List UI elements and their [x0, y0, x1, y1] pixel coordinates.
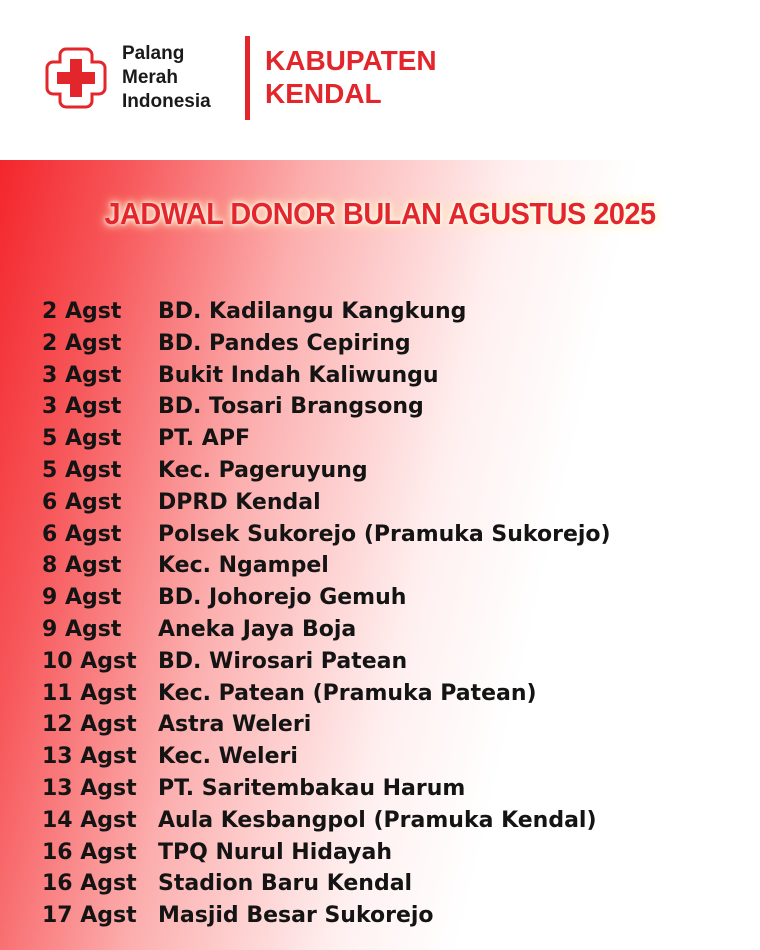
schedule-date: 3 Agst	[42, 362, 122, 388]
schedule-date: 16 Agst	[42, 839, 137, 865]
schedule-date: 3 Agst	[42, 394, 122, 420]
schedule-date: 16 Agst	[42, 871, 137, 897]
schedule-date: 8 Agst	[42, 553, 122, 579]
schedule-location: TPQ Nurul Hidayah	[158, 839, 392, 865]
schedule-date: 6 Agst	[42, 521, 122, 547]
schedule-date: 17 Agst	[42, 903, 137, 929]
schedule-date: 14 Agst	[42, 807, 137, 833]
schedule-row	[42, 423, 742, 455]
schedule-date: 5 Agst	[42, 426, 122, 452]
schedule-date: 10 Agst	[42, 648, 137, 674]
schedule-row	[42, 328, 742, 360]
schedule-row	[42, 455, 742, 487]
schedule-row	[42, 550, 742, 582]
org-name-line: Palang	[122, 43, 185, 64]
schedule-date: 2 Agst	[42, 330, 122, 356]
schedule-location: Kec. Weleri	[158, 744, 298, 770]
region-name	[265, 44, 437, 110]
schedule-row	[42, 805, 742, 837]
schedule-location: Astra Weleri	[158, 712, 312, 738]
schedule-date: 13 Agst	[42, 775, 137, 801]
org-name-line: Indonesia	[122, 91, 211, 112]
org-name-line: Merah	[122, 67, 178, 88]
schedule-row	[42, 773, 742, 805]
schedule-row	[42, 519, 742, 551]
schedule-date: 9 Agst	[42, 616, 122, 642]
schedule-location: Kec. Patean (Pramuka Patean)	[158, 680, 537, 706]
schedule-location: Aula Kesbangpol (Pramuka Kendal)	[158, 807, 597, 833]
schedule-location: BD. Wirosari Patean	[158, 648, 408, 674]
schedule-location: Kec. Ngampel	[158, 553, 329, 579]
schedule-row	[42, 614, 742, 646]
schedule-row	[42, 391, 742, 423]
schedule-location: BD. Kadilangu Kangkung	[158, 299, 467, 324]
schedule-date: 6 Agst	[42, 489, 122, 515]
schedule-location: Masjid Besar Sukorejo	[158, 903, 434, 929]
schedule-location: Aneka Jaya Boja	[158, 616, 357, 642]
region-line: KENDAL	[265, 78, 382, 109]
schedule-row	[42, 487, 742, 519]
schedule-location: Kec. Pageruyung	[158, 457, 368, 483]
schedule-row	[42, 900, 742, 932]
schedule-location: Polsek Sukorejo (Pramuka Sukorejo)	[158, 521, 611, 547]
schedule-row	[42, 360, 742, 392]
schedule-row	[42, 837, 742, 869]
schedule-row	[42, 582, 742, 614]
schedule-location: PT. APF	[158, 426, 250, 452]
region-line: KABUPATEN	[265, 45, 437, 76]
red-cross-emblem-icon	[40, 42, 112, 114]
schedule-location: BD. Johorejo Gemuh	[158, 585, 407, 611]
schedule-row	[42, 741, 742, 773]
schedule-date: 2 Agst	[42, 299, 122, 324]
schedule-date: 13 Agst	[42, 744, 137, 770]
schedule-row	[42, 678, 742, 710]
schedule-row	[42, 868, 742, 900]
header-divider	[245, 36, 250, 120]
organization-name	[122, 42, 211, 114]
schedule-location: Stadion Baru Kendal	[158, 871, 413, 897]
schedule-list	[42, 296, 742, 932]
header	[0, 0, 760, 160]
schedule-date: 9 Agst	[42, 585, 122, 611]
schedule-location: Bukit Indah Kaliwungu	[158, 362, 439, 388]
schedule-date: 11 Agst	[42, 680, 137, 706]
schedule-row	[42, 296, 742, 328]
schedule-row	[42, 646, 742, 678]
schedule-location: BD. Pandes Cepiring	[158, 330, 411, 356]
page-title: JADWAL DONOR BULAN AGUSTUS 2025	[104, 196, 656, 231]
schedule-date: 12 Agst	[42, 712, 137, 738]
schedule-location: DPRD Kendal	[158, 489, 321, 515]
schedule-date: 5 Agst	[42, 457, 122, 483]
schedule-location: BD. Tosari Brangsong	[158, 394, 424, 420]
schedule-location: PT. Saritembakau Harum	[158, 775, 466, 801]
schedule-row	[42, 709, 742, 741]
